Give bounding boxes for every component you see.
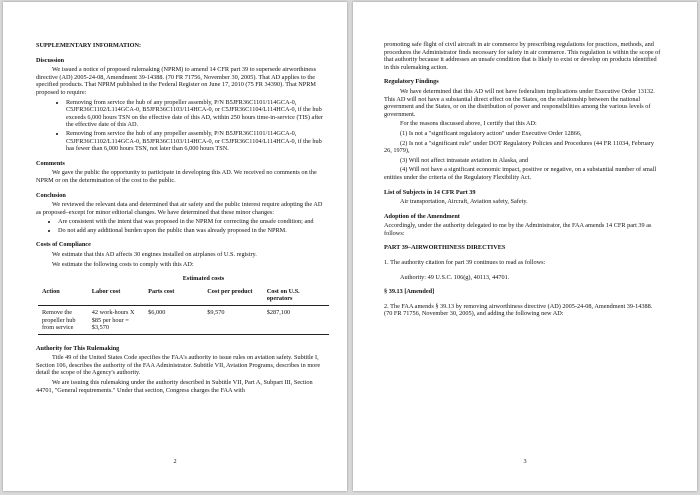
discussion-bullet-list	[36, 99, 329, 153]
costs-paragraph: We estimate that this AD affects 30 engines installed on airplanes of U.S. registry.	[52, 251, 257, 259]
certify-paragraph: For the reasons discussed above, I certify that this AD:	[400, 120, 537, 128]
table-caption: Estimated costs	[182, 275, 225, 283]
conclusion-paragraph: We reviewed the relevant data and determined that air safety and the public interest require adopting the AD as proposed–except for minor editorial changes. We have determined that these minor changes:	[36, 201, 323, 216]
table-cell: $287,100	[263, 306, 329, 334]
list-item: • Removing from service the hub of any propeller assembly, P/N B5JFR36C1101/114GCA-0, C5JFR36C1102/L114GCA-0, B5JFR36C1103/114HCA-0, or C5JFR36C1104/L114HCA-0, if the hub exceeds 6,000 hours TSN on the effective date of this AD, within 250 hours time-in-service (TIS) after the effective date of this AD.	[66, 99, 329, 129]
regulatory-heading: Regulatory Findings	[384, 78, 439, 86]
page-number: 2	[173, 458, 177, 466]
subjects-paragraph: Air transportation, Aircraft, Aviation safety, Safety.	[400, 198, 528, 206]
table-header-row	[38, 287, 329, 306]
supplementary-heading: SUPPLEMENTARY INFORMATION:	[36, 42, 142, 49]
continued-paragraph: promoting safe flight of civil aircraft in air commerce by prescribing regulations for practices, methods, and procedures the Administrator finds necessary for safety in air commerce. This regulation is within the scope of that authority because it addresses an unsafe condition that is likely to exist or develop on products identified in this rulemaking action.	[384, 41, 661, 71]
authority-paragraph: Title 49 of the United States Code specifies the FAA's authority to issue rules on aviation safety. Subtitle I, Section 106, describes the authority of the FAA Administrator. Subtitle VII, Aviation Programs, describes in more detail the scope of the Agency's authority.	[36, 354, 321, 377]
certify-item: (1) Is not a "significant regulatory action" under Executive Order 12866,	[400, 129, 582, 137]
amend-paragraph: 2. The FAA amends § 39.13 by removing airworthiness directive (AD) 2005-24-08, Amendment 39-14388. (70 FR 71756, November 30, 2005), and adding the following new AD:	[384, 302, 653, 318]
citation-value: Authority: 49 U.S.C. 106(g), 40113, 44701.	[400, 273, 510, 281]
certify-item: (2) Is not a "significant rule" under DOT Regulatory Policies and Procedures (44 FR 11034, February 26, 1979),	[384, 139, 655, 155]
authority-paragraph: We are issuing this rulemaking under the authority described in Subtitle VII, Part A, Subpart III, Section 44701, "General requirements." Under that section, Congress charges the FAA with	[36, 379, 313, 394]
estimated-costs-table	[38, 275, 329, 334]
table-cell: Remove the propeller hub from service	[38, 306, 88, 334]
discussion-heading: Discussion	[36, 56, 65, 64]
subjects-heading: List of Subjects in 14 CFR Part 39	[384, 188, 476, 196]
document-page-2	[3, 2, 347, 491]
list-item: • Removing from service the hub of any propeller assembly, P/N B5JFR36C1101/114GCA-0, C5JFR36C1102/L114GCA-0, B5JFR36C1103/114HCA-0, or C5JFR36C1104/L114HCA-0, if the hub has fewer than 6,000 hours TSN, not later than 6,000 hours TSN.	[66, 130, 329, 153]
list-item: • Are consistent with the intent that was proposed in the NPRM for correcting the unsafe condition; and	[58, 218, 329, 226]
table-cell: $6,000	[144, 306, 203, 334]
adoption-paragraph: Accordingly, under the authority delegated to me by the Administrator, the FAA amends 14 CFR part 39 as follows:	[384, 222, 652, 237]
costs-paragraph: We estimate the following costs to comply with this AD:	[52, 260, 194, 268]
certify-item: (4) Will not have a significant economic impact, positive or negative, on a substantial number of small entities under the criteria of the Regulatory Flexibility Act.	[384, 166, 657, 181]
discussion-paragraph: We issued a notice of proposed rulemaking (NPRM) to amend 14 CFR part 39 to supersede airworthiness directive (AD) 2005-24-08, Amendment 39-14388. (70 FR 71756, November 30, 2005). That AD applies to the specified products. That NPRM published in the Federal Register on June 17, 2010 (75 FR 34390). That NPRM proposed to require:	[36, 66, 317, 96]
list-item: • Do not add any additional burden upon the public than was already proposed in the NPRM.	[58, 227, 329, 235]
column-header: Labor cost	[88, 287, 144, 306]
regulatory-paragraph: We have determined that this AD will not have federalism implications under Executive Order 13132. This AD will not have a substantial direct effect on the States, on the relationship between the national government and the States, or on the distribution of power and responsibilities among the various levels of government.	[384, 87, 655, 118]
comments-paragraph: We gave the public the opportunity to participate in developing this AD. We received no comments on the NPRM or on the determination of the cost to the public.	[36, 169, 317, 184]
adoption-heading: Adoption of the Amendment	[384, 212, 460, 220]
citation-paragraph: 1. The authority citation for part 39 continues to read as follows:	[384, 259, 546, 267]
certify-item: (3) Will not affect intrastate aviation in Alaska, and	[400, 156, 529, 164]
table-cell: 42 work-hours X $85 per hour = $3,570	[88, 306, 144, 334]
costs-heading: Costs of Compliance	[36, 241, 91, 249]
table-cell: $9,570	[203, 306, 262, 334]
document-page-3	[353, 2, 697, 491]
authority-heading: Authority for This Rulemaking	[36, 344, 120, 352]
column-header: Action	[38, 287, 88, 306]
page-number: 3	[523, 458, 527, 466]
column-header: Cost on U.S. operators	[263, 287, 329, 306]
section-heading: § 39.13 [Amended]	[384, 288, 435, 296]
part-heading: PART 39–AIRWORTHINESS DIRECTIVES	[384, 244, 506, 252]
conclusion-bullet-list	[36, 218, 329, 234]
column-header: Cost per product	[203, 287, 262, 306]
table-row	[38, 306, 329, 334]
conclusion-heading: Conclusion	[36, 191, 66, 199]
comments-heading: Comments	[36, 159, 65, 167]
column-header: Parts cost	[144, 287, 203, 306]
